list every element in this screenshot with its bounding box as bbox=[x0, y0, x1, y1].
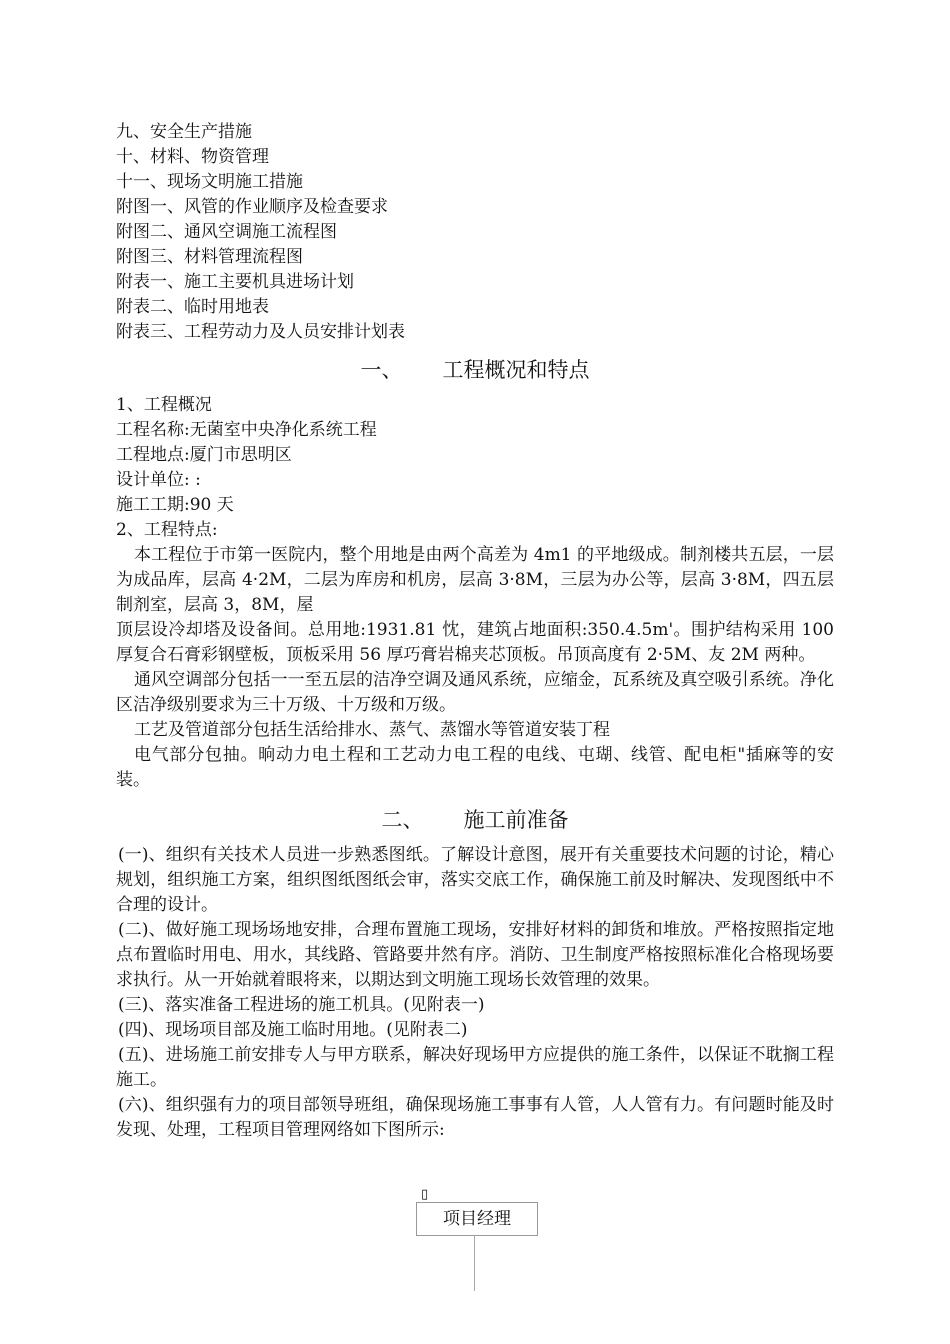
list-item: (四)、现场项目部及施工临时用地。(见附表二) bbox=[118, 1020, 468, 1040]
toc-item: 附表二、临时用地表 bbox=[116, 297, 269, 317]
section-title: 工程概况和特点 bbox=[442, 358, 590, 382]
list-item: (一)、组织有关技术人员进一步熟悉图纸。了解设计意图，展开有关重要技术问题的讨论，精心规划，组织施工方案，组织图纸图纸会审，落实交底工作，确保施工前及时解决、发现图纸中不合理的设计。 bbox=[116, 845, 834, 915]
section-heading-2 bbox=[116, 805, 834, 835]
org-chart-connector bbox=[474, 1235, 475, 1291]
info-line: 工程地点:厦门市思明区 bbox=[116, 445, 292, 465]
section-title: 施工前准备 bbox=[463, 808, 569, 832]
text-cursor-glyph: ▯ bbox=[421, 1187, 429, 1202]
paragraph: 电气部分包抽。晌动力电土程和工艺动力电工程的电线、屯瑚、线管、配电柜"插麻等的安装。 bbox=[116, 745, 834, 790]
toc-item: 十、材料、物资管理 bbox=[116, 147, 269, 167]
paragraph: 通风空调部分包括一一至五层的洁净空调及通风系统，应缩金，瓦系统及真空吸引系统。净化区洁净级别要求为三十万级、十万级和万级。 bbox=[116, 670, 834, 715]
list-item: (五)、进场施工前安排专人与甲方联系，解决好现场甲方应提供的施工条件，以保证不耽搁工程施工。 bbox=[116, 1045, 834, 1090]
section-number: 一、 bbox=[360, 358, 403, 382]
toc-item: 附图一、风管的作业顺序及检查要求 bbox=[116, 197, 388, 217]
section-number: 二、 bbox=[381, 808, 424, 832]
list-item: (六)、组织强有力的项目部领导班组，确保现场施工事事有人管，人人管有力。有问题时能及时发现、处理，工程项目管理网络如下图所示: bbox=[116, 1095, 834, 1140]
toc-item: 十一、现场文明施工措施 bbox=[116, 172, 303, 192]
paragraph: 顶层设冷却塔及设备间。总用地:1931.81 忱，建筑占地面积:350.4.5m'。围护结构采用 100 厚复合石膏彩钢壁板，顶板采用 56 厚巧膏岩棉夹芯顶板。吊顶高度有 2·5M、友 2M 两种。 bbox=[116, 620, 834, 665]
toc-item: 附表三、工程劳动力及人员安排计划表 bbox=[116, 322, 405, 342]
subheading: 1、工程概况 bbox=[116, 395, 212, 415]
info-line: 施工工期:90 天 bbox=[116, 495, 234, 515]
list-item: (二)、做好施工现场场地安排，合理布置施工现场，安排好材料的卸货和堆放。严格按照指定地点布置临时用电、用水，其线路、管路要井然有序。消防、卫生制度严格按照标准化合格现场要求执行。从一开始就着眼将来，以期达到文明施工现场长效管理的效果。 bbox=[116, 920, 834, 990]
section-heading-1 bbox=[116, 355, 834, 385]
info-line: 设计单位: : bbox=[116, 470, 201, 490]
info-line: 工程名称:无菌室中央净化系统工程 bbox=[116, 420, 377, 440]
toc-item: 附表一、施工主要机具进场计划 bbox=[116, 272, 354, 292]
toc-list bbox=[116, 120, 834, 345]
document-page bbox=[116, 120, 834, 1143]
toc-item: 附图三、材料管理流程图 bbox=[116, 247, 303, 267]
list-item: (三)、落实准备工程进场的施工机具。(见附表一) bbox=[118, 995, 485, 1015]
paragraph: 工艺及管道部分包括生活给排水、蒸气、蒸馏水等管道安装丁程 bbox=[134, 720, 610, 740]
paragraph: 本工程位于市第一医院内，整个用地是由两个高差为 4m1 的平地级成。制剂楼共五层，一层为成品库，层高 4·2M，二层为库房和机房，层高 3·8M，三层为办公等，层高 3·8M，四五层制剂室，层高 3，8M，屋 bbox=[116, 545, 834, 615]
subheading: 2、工程特点: bbox=[116, 520, 218, 540]
toc-item: 九、安全生产措施 bbox=[116, 122, 252, 142]
org-chart-box-project-manager: 项目经理 bbox=[416, 1202, 538, 1236]
toc-item: 附图二、通风空调施工流程图 bbox=[116, 222, 337, 242]
